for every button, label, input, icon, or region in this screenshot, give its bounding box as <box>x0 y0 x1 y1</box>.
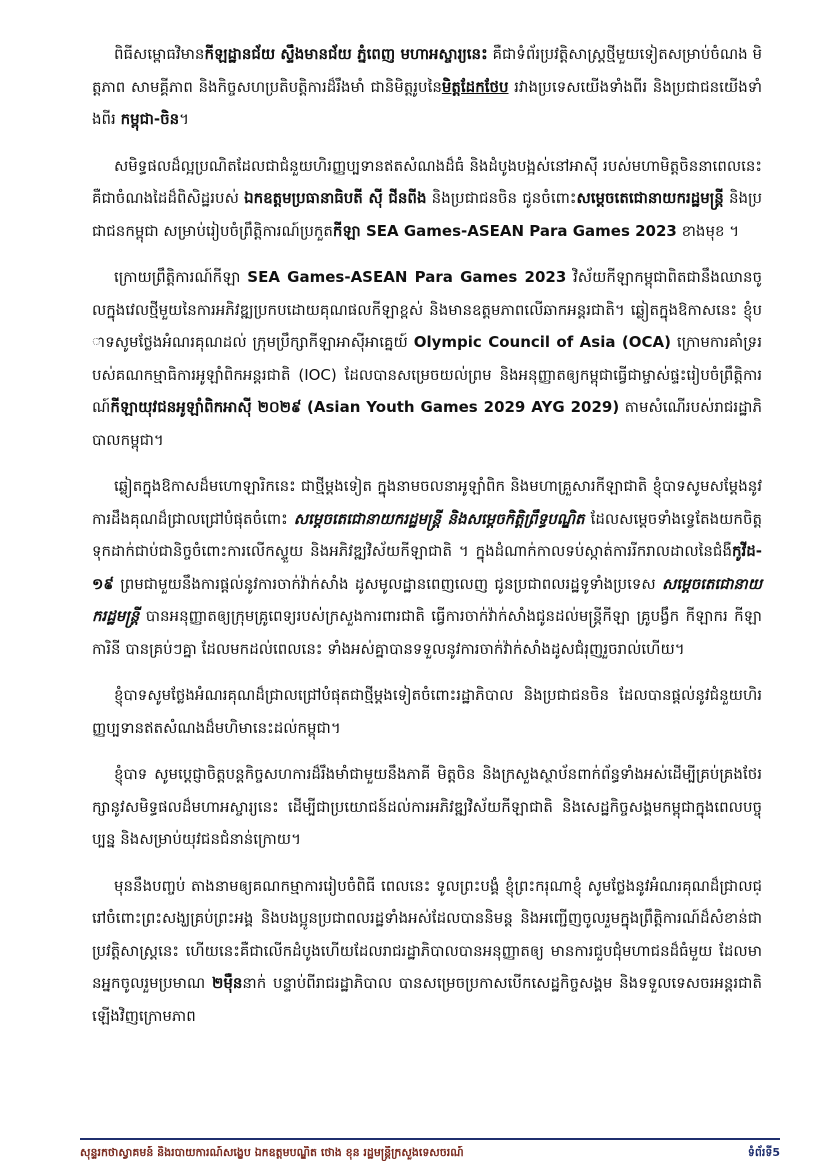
paragraph <box>92 150 762 248</box>
text-run: និងប្រជាជនកម្ពុជា សម្រាប់រៀបចំព្រឹត្តិការណ៍ប្រកួត <box>92 189 762 240</box>
text-run: ឆ្លៀតក្នុងឱកាសដ៏មហោឡារិកនេះ ជាថ្មីម្តងទៀត ក្នុងនាមចលនាអូឡាំពិក និងមហាគ្រួសារកីឡាជាតិ ខ្ញុំបាទសូមសម្តែងនូវការដឹងគុណដ៏ជ្រាលជ្រៅបំផុតចំពោះ <box>92 477 762 528</box>
text-run: ក្រោមការគាំទ្ររបស់គណកម្មាធិការអូឡាំពិកអន្តរជាតិ (IOC) ដែលបានសម្រេចយល់ព្រម និងអនុញ្ញាតឲ្យកម្ពុជាធ្វើជាម្ចាស់ផ្ទះរៀបចំព្រឹត្តិការណ៍ <box>92 333 762 416</box>
text-run: ក្រោយព្រឹត្តិការណ៍កីឡា <box>114 268 248 286</box>
emphasized-text: កម្ពុជា-ចិន <box>120 110 180 128</box>
emphasized-text: សម្តេចតេជោនាយករដ្ឋមន្ត្រី និងសម្តេចកិត្តិព្រឹទ្ធបណ្ឌិត <box>293 509 585 528</box>
text-run: បានអនុញ្ញាតឲ្យក្រុមគ្រូពេទ្យរបស់ក្រសួងការពារជាតិ ធ្វើការចាក់វ៉ាក់សាំងជូនដល់មន្ត្រីកីឡា គ្រូបង្វឹក កីឡាករ កីឡាការិនី បានគ្រប់ៗគ្នា ដែលមកដល់ពេលនេះ ទាំងអស់គ្នាបានទទួលនូវការចាក់វ៉ាក់សាំងដូសជំរុញរួចរាល់ហើយ។ <box>92 607 762 658</box>
text-run: តាមសំណើរបស់រាជរដ្ឋាភិបាលកម្ពុជា។ <box>92 398 762 449</box>
text-run: ព្រមជាមួយនឹងការផ្តល់នូវការចាក់វ៉ាក់សាំង ដូសមូលដ្ឋានពេញលេញ ជូនប្រជាពលរដ្ឋទូទាំងប្រទេស <box>113 574 663 593</box>
text-run: ដែលសម្តេចទាំងទ្វេតែងយកចិត្តទុកដាក់ជាប់ជានិច្ចចំពោះការលើកស្ទួយ និងអភិវឌ្ឍវិស័យកីឡាជាតិ ។ ក្នុងដំណាក់កាលទប់ស្កាត់ការរីករាលដាលនៃជំងឺ <box>92 509 762 560</box>
paragraph <box>92 758 762 856</box>
text-run: ខ្ញុំបាទ សូមប្តេជ្ញាចិត្តបន្តកិច្ចសហការដ៏រឹងមាំជាមួយនឹងភាគី មិត្តចិន និងក្រសួងស្ថាប័នពាក់ព័ន្ធទាំងអស់ដើម្បីគ្រប់គ្រងថែរក្សានូវសមិទ្ធផលដ៏មហាអស្ចារ្យនេះ ដើម្បីជាប្រយោជន៍ដល់ការអភិវឌ្ឍវិស័យកីឡាជាតិ និងសេដ្ឋកិច្ចសង្គមកម្ពុជាក្នុងពេលបច្ចុប្បន្ន និងសម្រាប់យុវជនជំនាន់ក្រោយ។ <box>92 765 762 848</box>
emphasized-text: កីឡដ្ឋានជ័យ ស្ទឹងមានជ័យ ភ្នំពេញ មហាអស្ចារ្យនេះ <box>204 45 488 63</box>
page-number: ទំព័រទី5 <box>747 1146 780 1159</box>
emphasized-text: កីឡា SEA Games-ASEAN Para Games 2023 <box>332 221 677 240</box>
text-run: គឺជាទំព័រប្រវត្តិសាស្ត្រថ្មីមួយទៀតសម្រាប់ចំណង មិត្តភាព សាមគ្គីភាព និងកិច្ចសហប្រតិបត្តិការដ៏រឹងមាំ ជានិមិត្តរូបនៃ <box>92 45 763 96</box>
emphasized-text: សម្តេចតេជោនាយករដ្ឋមន្ត្រី <box>576 189 724 207</box>
emphasized-text: ២ម៉ឺន <box>212 974 243 992</box>
text-run: ។ <box>179 110 190 128</box>
footer-title: សុន្ទរកថាស្វាគមន៍ និងរបាយការណ៍សង្ខេប ឯកឧត្តមបណ្ឌិត ថោង ខុន រដ្ឋមន្ត្រីក្រសួងទេសចរណ៍ <box>80 1146 464 1159</box>
emphasized-text: កូវីដ-១៩ <box>92 542 762 593</box>
paragraph <box>92 679 762 744</box>
emphasized-text: Olympic Council of Asia (OCA) <box>413 333 671 351</box>
text-run: ខ្ញុំបាទសូមថ្លែងអំណរគុណដ៏ជ្រាលជ្រៅបំផុតជាថ្មីម្តងទៀតចំពោះរដ្ឋាភិបាល និងប្រជាជនចិន ដែលបានផ្តល់នូវជំនួយហិរញ្ញប្បទានឥតសំណងដ៏មហិមានេះដល់កម្ពុជា។ <box>92 686 762 737</box>
paragraph <box>92 38 762 136</box>
document-body <box>92 38 762 1046</box>
text-run: សមិទ្ធផលដ៏ល្អប្រណិតដែលជាជំនួយហិរញ្ញប្បទានឥតសំណងដ៏ធំ និងដំបូងបង្អស់នៅអាស៊ី របស់មហាមិត្តចិននាពេលនេះ គឺជាចំណងដៃដ៏ពិសិដ្ឋរបស់ <box>92 156 762 207</box>
text-run: ខាងមុខ ។ <box>676 221 740 240</box>
page-footer <box>80 1138 780 1162</box>
paragraph <box>92 870 762 1033</box>
text-run: នាក់ បន្ទាប់ពីរាជរដ្ឋាភិបាល បានសម្រេចប្រកាសបើកសេដ្ឋកិច្ចសង្គម និងទទួលទេសចរអន្តរជាតិឡើងវិញក្រោមភាព <box>92 974 762 1025</box>
emphasized-text: មិត្តដែកថែប <box>441 77 509 96</box>
text-run: និងប្រជាជនចិន ជូនចំពោះ <box>426 189 577 207</box>
text-run: រវាងប្រទេសយើងទាំងពីរ និងប្រជាជនយើងទាំងពីរ <box>92 77 763 128</box>
text-run: វិស័យកីឡាកម្ពុជាពិតជានឹងឈានចូលក្នុងវេលថ្មីមួយនៃការអភិវឌ្ឍប្រកបដោយគុណផលកីឡាខ្ពស់ និងមានឧត្តមភាពលើឆាកអន្តរជាតិ។ ឆ្លៀតក្នុងឱកាសនេះ ខ្ញុំបាទសូមថ្លែងអំណរគុណដល់ ក្រុមប្រឹក្សាកីឡាអាស៊ីអាគ្នេយ៍ <box>92 268 762 351</box>
paragraph <box>92 470 762 665</box>
paragraph <box>92 261 762 456</box>
emphasized-text: សម្តេចតេជោនាយករដ្ឋមន្ត្រី <box>92 574 762 625</box>
emphasized-text: កីឡាយុវជនអូឡាំពិកអាស៊ី ២០២៩ <box>110 398 302 416</box>
emphasized-text: SEA Games-ASEAN Para Games 2023 <box>247 268 567 286</box>
text-run: មុននឹងបញ្ចប់ តាងនាមឲ្យគណកម្មាការរៀបចំពិធី ពេលនេះ ទូលព្រះបង្គំ ខ្ញុំព្រះករុណាខ្ញុំ សូមថ្លែងនូវអំណរគុណដ៏ជ្រាលជ្រៅចំពោះព្រះសង្ឃគ្រប់ព្រះអង្គ និងបងប្អូនប្រជាពលរដ្ឋទាំងអស់ដែលបាននិមន្ត និងអញ្ជើញចូលរួមក្នុងព្រឹត្តិការណ៍ដ៏សំខាន់ជាប្រវត្តិសាស្ត្រនេះ ហើយនេះគឺជាលើកដំបូងហើយដែលរាជរដ្ឋាភិបាលបានអនុញ្ញាតឲ្យ មានការជួបជុំមហាជនដ៏ធំមួយ ដែលមានអ្នកចូលរួមប្រមាណ <box>92 876 762 992</box>
text-run: ពិធីសម្ពោធវិមាន <box>114 45 205 63</box>
emphasized-text: (Asian Youth Games 2029 AYG 2029) <box>307 398 620 416</box>
emphasized-text: ឯកឧត្តមប្រធានាធិបតី ស៊ី ជីនពីង <box>244 189 427 207</box>
